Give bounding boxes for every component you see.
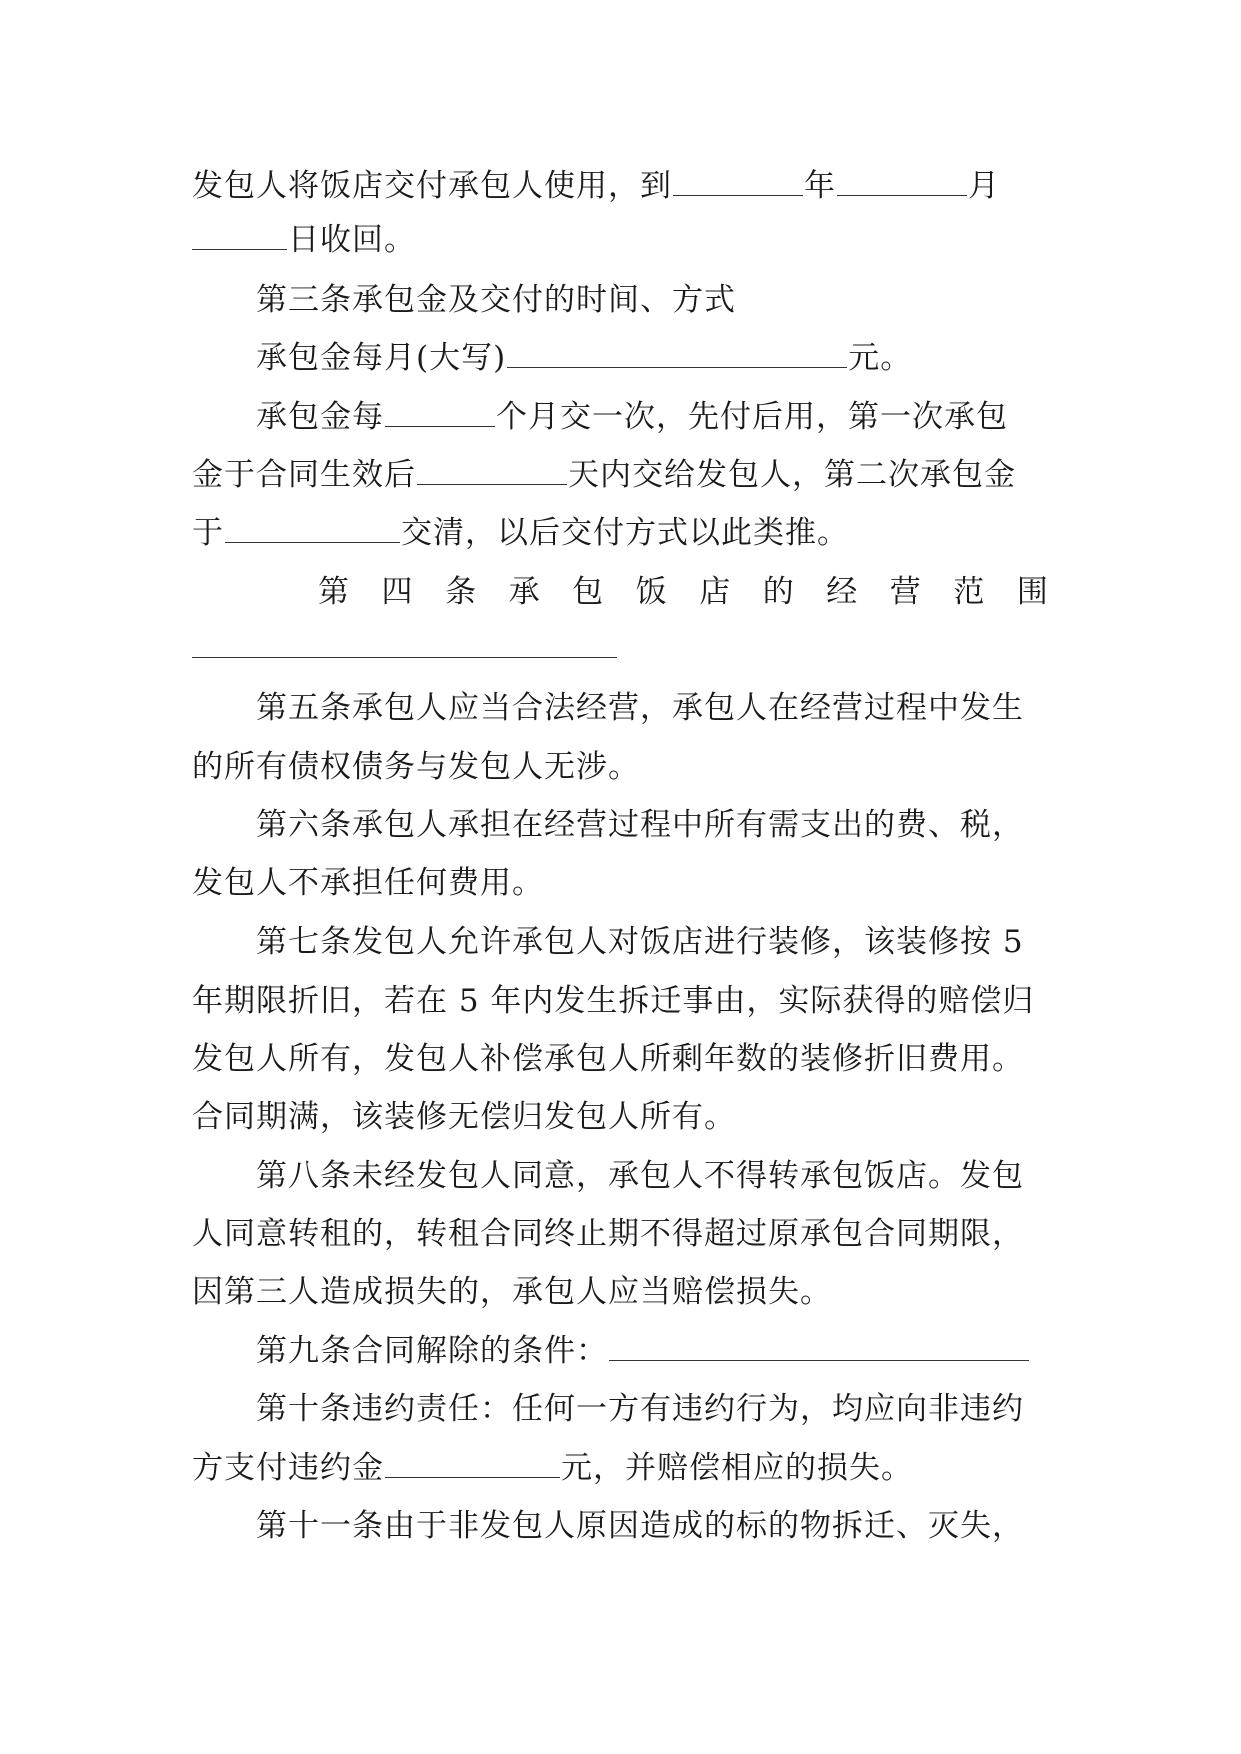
line-text: 承包金每 — [256, 399, 384, 435]
text-line — [192, 168, 1000, 204]
line-text: 元，并赔偿相应的损失。 — [561, 1450, 913, 1486]
line-text: 年 — [804, 168, 836, 204]
heading-char: 第 — [318, 574, 349, 610]
fill-in-blank-date — [225, 516, 400, 543]
fill-in-blank-scope — [192, 657, 617, 658]
line-text: 于 — [192, 515, 224, 551]
text-line — [256, 1333, 1030, 1369]
text-line — [256, 340, 912, 376]
text-line: 第八条未经发包人同意，承包人不得转承包饭店。发包 — [256, 1158, 1024, 1194]
fill-in-blank-year — [673, 169, 803, 196]
line-text: 个月交一次，先付后用，第一次承包 — [496, 399, 1008, 435]
line-text: 交清，以后交付方式以此类推。 — [401, 515, 849, 551]
line-text: 天内交给发包人，第二次承包金 — [568, 457, 1016, 493]
heading-char: 的 — [762, 574, 794, 610]
text-line: 发包人所有，发包人补偿承包人所剩年数的装修折旧费用。 — [192, 1041, 1024, 1077]
text-line — [192, 515, 849, 551]
heading-char: 条 — [445, 574, 477, 610]
text-line: 第十条违约责任：任何一方有违约行为，均应向非违约 — [256, 1391, 1024, 1427]
text-line: 因第三人造成损失的，承包人应当赔偿损失。 — [192, 1274, 832, 1310]
heading-char: 四 — [381, 574, 413, 610]
section-heading-spread — [318, 574, 1048, 610]
text-line: 发包人不承担任何费用。 — [192, 865, 544, 901]
heading-char: 包 — [572, 574, 604, 610]
line-text: 第九条合同解除的条件： — [256, 1333, 608, 1369]
heading-char: 承 — [508, 574, 540, 610]
text-line — [256, 399, 1008, 435]
text-line — [192, 222, 416, 258]
heading-char: 店 — [699, 574, 731, 610]
line-text: 发包人将饭店交付承包人使用，到 — [192, 168, 672, 204]
text-line: 人同意转租的，转租合同终止期不得超过原承包合同期限， — [192, 1216, 1024, 1252]
heading-char: 围 — [1016, 574, 1048, 610]
line-text: 月 — [968, 168, 1000, 204]
fill-in-blank-days — [417, 458, 567, 485]
text-line: 第十一条由于非发包人原因造成的标的物拆迁、灭失， — [256, 1508, 1024, 1544]
heading-char: 经 — [826, 574, 858, 610]
heading-char: 营 — [889, 574, 921, 610]
fill-in-blank-day — [192, 223, 287, 250]
heading-char: 饭 — [635, 574, 667, 610]
text-line: 第六条承包人承担在经营过程中所有需支出的费、税， — [256, 807, 1024, 843]
text-line: 年期限折旧，若在 5 年内发生拆迁事由，实际获得的赔偿归 — [192, 983, 1035, 1019]
fill-in-blank-months — [385, 400, 495, 427]
fill-in-blank-penalty — [385, 1451, 560, 1478]
section-heading: 第三条承包金及交付的时间、方式 — [256, 282, 736, 318]
line-text: 方支付违约金 — [192, 1450, 384, 1486]
text-line: 第七条发包人允许承包人对饭店进行装修，该装修按 5 — [256, 924, 1024, 960]
text-line: 的所有债权债务与发包人无涉。 — [192, 749, 640, 785]
line-text: 元。 — [848, 340, 913, 376]
text-line: 第五条承包人应当合法经营，承包人在经营过程中发生 — [256, 690, 1024, 726]
text-line — [192, 457, 1016, 493]
text-line: 合同期满，该装修无偿归发包人所有。 — [192, 1099, 736, 1135]
line-text: 日收回。 — [288, 222, 416, 258]
fill-in-blank-conditions — [609, 1334, 1029, 1361]
line-text: 承包金每月(大写) — [256, 340, 507, 376]
fill-in-blank-amount — [507, 341, 847, 368]
line-text: 金于合同生效后 — [192, 457, 416, 493]
text-line — [192, 1450, 913, 1486]
heading-char: 范 — [953, 574, 985, 610]
fill-in-blank-month — [837, 169, 967, 196]
